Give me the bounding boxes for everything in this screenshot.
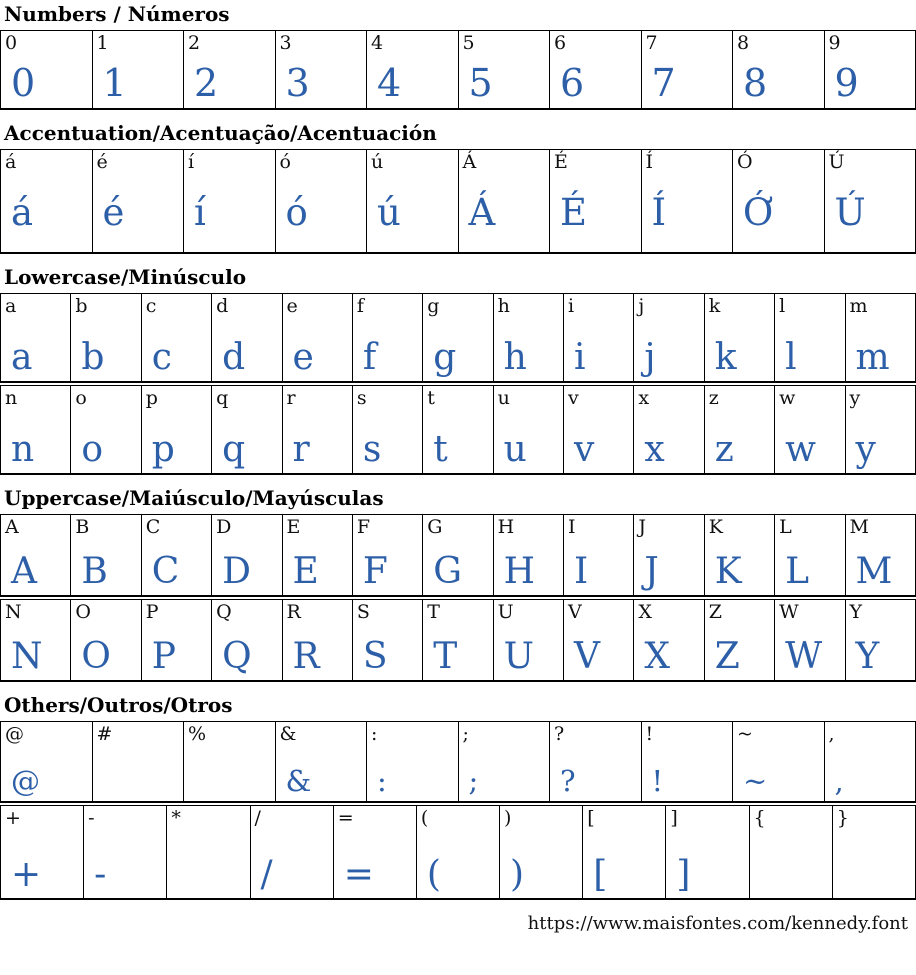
kennedy-glyph: (	[426, 854, 441, 895]
kennedy-glyph: ~	[743, 764, 768, 798]
reference-char: 2	[188, 32, 201, 54]
reference-char: á	[5, 151, 17, 173]
kennedy-glyph: f	[362, 337, 377, 378]
reference-char: Ú	[828, 151, 845, 173]
kennedy-glyph: Y	[855, 636, 880, 677]
reference-char: K	[708, 516, 723, 538]
kennedy-glyph: á	[11, 191, 34, 234]
kennedy-glyph: Z	[714, 636, 740, 677]
char-cell	[250, 806, 333, 900]
reference-char: ;	[462, 723, 469, 745]
reference-char: A	[5, 516, 19, 538]
reference-char: ó	[279, 151, 291, 173]
kennedy-glyph: j	[644, 337, 656, 378]
kennedy-glyph: U	[503, 636, 534, 677]
lowercase-table-holder	[0, 293, 916, 475]
kennedy-glyph: P	[151, 636, 176, 677]
reference-char: d	[216, 295, 229, 317]
char-cell	[749, 806, 832, 900]
kennedy-glyph: 0	[11, 61, 36, 105]
char-cell	[824, 722, 916, 803]
uppercase-table-holder	[0, 514, 916, 682]
glyph-table	[0, 293, 916, 383]
char-cell	[845, 515, 916, 597]
char-cell	[550, 150, 642, 254]
reference-char: É	[554, 151, 568, 173]
kennedy-glyph: 1	[102, 61, 127, 105]
reference-char: z	[708, 387, 719, 409]
kennedy-glyph: d	[222, 337, 246, 378]
char-cell	[634, 386, 704, 475]
reference-char: X	[638, 601, 652, 623]
reference-char: h	[497, 295, 510, 317]
reference-char: g	[427, 295, 440, 317]
kennedy-glyph: a	[11, 337, 33, 378]
reference-char: Á	[462, 151, 477, 173]
kennedy-glyph: t	[433, 429, 448, 470]
reference-char: %	[188, 723, 207, 745]
char-cell	[282, 294, 352, 383]
reference-char: F	[356, 516, 371, 538]
reference-char: D	[216, 516, 232, 538]
char-cell	[1, 150, 93, 254]
reference-char: W	[779, 601, 799, 623]
reference-char: n	[5, 387, 18, 409]
kennedy-glyph: 9	[834, 61, 859, 105]
reference-char: V	[568, 601, 582, 623]
kennedy-glyph: X	[644, 636, 671, 677]
char-cell	[367, 31, 459, 110]
reference-char: ú	[371, 151, 384, 173]
kennedy-glyph: I	[574, 551, 589, 592]
section-title-uppercase: Uppercase/Maiúsculo/Mayúsculas	[4, 486, 384, 510]
reference-char: !	[645, 723, 654, 745]
kennedy-glyph: Ú	[834, 191, 866, 234]
reference-char: r	[286, 387, 296, 409]
glyph-table	[0, 149, 916, 254]
glyph-table	[0, 599, 916, 682]
reference-char: B	[75, 516, 90, 538]
char-cell	[493, 600, 563, 682]
char-cell	[282, 515, 352, 597]
reference-char: Q	[216, 601, 232, 623]
char-cell	[704, 515, 774, 597]
char-cell	[141, 294, 211, 383]
kennedy-glyph: +	[11, 854, 42, 895]
char-cell	[704, 386, 774, 475]
char-cell	[775, 386, 845, 475]
char-cell	[212, 294, 282, 383]
reference-char: #	[96, 723, 113, 745]
reference-char: /	[254, 807, 261, 829]
reference-char: x	[638, 387, 650, 409]
char-cell	[493, 515, 563, 597]
char-cell	[423, 386, 493, 475]
char-cell	[775, 600, 845, 682]
reference-char: Ó	[737, 151, 753, 173]
char-cell	[71, 600, 141, 682]
source-url: https://www.maisfontes.com/kennedy.font	[527, 913, 908, 934]
char-cell	[275, 31, 367, 110]
reference-char: E	[286, 516, 301, 538]
kennedy-glyph: K	[714, 551, 742, 592]
char-cell	[71, 386, 141, 475]
char-cell	[184, 150, 276, 254]
kennedy-glyph: 3	[285, 61, 310, 105]
char-cell	[92, 722, 184, 803]
reference-char: =	[337, 807, 354, 829]
char-cell	[416, 806, 499, 900]
reference-char: 7	[645, 32, 658, 54]
kennedy-glyph: M	[855, 551, 893, 592]
reference-char: Í	[645, 151, 654, 173]
char-cell	[1, 806, 84, 900]
kennedy-glyph: W	[785, 636, 823, 677]
kennedy-glyph: L	[785, 551, 810, 592]
reference-char: Z	[708, 601, 722, 623]
char-cell	[84, 806, 167, 900]
kennedy-glyph: 4	[377, 61, 402, 105]
kennedy-glyph: Q	[222, 636, 252, 677]
char-cell	[423, 600, 493, 682]
char-cell	[92, 150, 184, 254]
char-cell	[666, 806, 749, 900]
char-cell	[352, 515, 422, 597]
kennedy-glyph: É	[560, 191, 588, 234]
reference-char: v	[568, 387, 579, 409]
reference-char: i	[568, 295, 575, 317]
kennedy-glyph: &	[285, 764, 312, 798]
reference-char: L	[779, 516, 792, 538]
glyph-table	[0, 30, 916, 110]
reference-char: I	[568, 516, 576, 538]
char-cell	[500, 806, 583, 900]
char-cell	[1, 600, 71, 682]
reference-char: (	[420, 807, 429, 829]
reference-char: s	[356, 387, 367, 409]
kennedy-glyph: 5	[468, 61, 493, 105]
kennedy-glyph: n	[11, 429, 35, 470]
kennedy-glyph: p	[151, 429, 175, 470]
char-cell	[641, 150, 733, 254]
char-cell	[333, 806, 416, 900]
kennedy-glyph: N	[11, 636, 43, 677]
kennedy-glyph: r	[292, 429, 310, 470]
kennedy-glyph: E	[292, 551, 319, 592]
kennedy-glyph: c	[151, 337, 172, 378]
kennedy-glyph: S	[362, 636, 388, 677]
char-cell	[458, 722, 550, 803]
reference-char: &	[279, 723, 297, 745]
char-cell	[733, 722, 825, 803]
char-cell	[824, 150, 916, 254]
char-cell	[550, 31, 642, 110]
char-cell	[367, 722, 459, 803]
reference-char: 0	[5, 32, 18, 54]
reference-char: é	[96, 151, 108, 173]
reference-char: )	[504, 807, 512, 829]
reference-char: M	[849, 516, 869, 538]
char-cell	[212, 386, 282, 475]
char-cell	[845, 386, 916, 475]
char-cell	[704, 600, 774, 682]
kennedy-glyph: Ớ	[743, 191, 774, 234]
reference-char: {	[753, 807, 766, 829]
char-cell	[634, 600, 704, 682]
char-cell	[493, 386, 563, 475]
kennedy-glyph: 8	[743, 61, 768, 105]
kennedy-glyph: R	[292, 636, 320, 677]
reference-char: q	[216, 387, 229, 409]
reference-char: b	[75, 295, 88, 317]
kennedy-glyph: )	[510, 854, 525, 895]
kennedy-glyph: b	[81, 337, 105, 378]
kennedy-glyph: !	[651, 764, 664, 798]
reference-char: ]	[670, 807, 678, 829]
reference-char: u	[497, 387, 510, 409]
kennedy-glyph: 7	[651, 61, 676, 105]
kennedy-glyph: s	[362, 429, 382, 470]
char-cell	[458, 31, 550, 110]
reference-char: j	[638, 295, 645, 317]
reference-char: ,	[828, 723, 835, 745]
reference-char: }	[836, 807, 849, 829]
others-table-holder	[0, 721, 916, 900]
kennedy-glyph: u	[503, 429, 527, 470]
section-title-lowercase: Lowercase/Minúsculo	[4, 265, 247, 289]
kennedy-glyph: T	[433, 636, 458, 677]
kennedy-glyph: k	[714, 337, 737, 378]
kennedy-glyph: ó	[285, 191, 308, 234]
reference-char: G	[427, 516, 443, 538]
char-cell	[275, 150, 367, 254]
char-cell	[71, 294, 141, 383]
char-cell	[141, 600, 211, 682]
reference-char: l	[779, 295, 786, 317]
glyph-table	[0, 805, 916, 900]
kennedy-glyph: é	[102, 191, 125, 234]
reference-char: o	[75, 387, 87, 409]
reference-char: *	[171, 807, 181, 829]
char-cell	[458, 150, 550, 254]
glyph-table	[0, 385, 916, 475]
char-cell	[212, 600, 282, 682]
char-cell	[845, 294, 916, 383]
kennedy-glyph: ú	[377, 191, 401, 234]
char-cell	[704, 294, 774, 383]
kennedy-glyph: h	[503, 337, 527, 378]
char-cell	[92, 31, 184, 110]
char-cell	[367, 150, 459, 254]
reference-char: a	[5, 295, 17, 317]
kennedy-glyph: v	[574, 429, 595, 470]
reference-char: O	[75, 601, 91, 623]
kennedy-glyph: ?	[560, 764, 576, 798]
char-cell	[352, 294, 422, 383]
reference-char: Y	[849, 601, 863, 623]
reference-char: [	[587, 807, 595, 829]
reference-char: c	[145, 295, 157, 317]
char-cell	[564, 600, 634, 682]
char-cell	[733, 150, 825, 254]
reference-char: f	[356, 295, 364, 317]
reference-char: H	[497, 516, 515, 538]
kennedy-glyph: ;	[468, 764, 479, 798]
kennedy-glyph: 6	[560, 61, 585, 105]
kennedy-glyph: z	[714, 429, 734, 470]
char-cell	[212, 515, 282, 597]
char-cell	[141, 515, 211, 597]
char-cell	[564, 294, 634, 383]
reference-char: 4	[371, 32, 384, 54]
kennedy-glyph: V	[574, 636, 600, 677]
kennedy-glyph: F	[362, 551, 388, 592]
reference-char: @	[5, 723, 24, 745]
glyph-table	[0, 514, 916, 597]
reference-char: w	[779, 387, 796, 409]
reference-char: R	[286, 601, 301, 623]
char-cell	[167, 806, 250, 900]
kennedy-glyph: H	[503, 551, 536, 592]
kennedy-glyph: y	[855, 429, 876, 470]
reference-char: 9	[828, 32, 841, 54]
reference-char: :	[371, 723, 378, 745]
kennedy-glyph: G	[433, 551, 463, 592]
char-cell	[1, 722, 93, 803]
reference-char: C	[145, 516, 161, 538]
reference-char: +	[5, 807, 21, 829]
numbers-table-holder	[0, 30, 916, 110]
kennedy-glyph: o	[81, 429, 104, 470]
reference-char: 6	[554, 32, 567, 54]
reference-char: P	[145, 601, 159, 623]
kennedy-glyph: C	[151, 551, 180, 592]
kennedy-glyph: J	[644, 551, 659, 592]
char-cell	[71, 515, 141, 597]
reference-char: N	[5, 601, 22, 623]
kennedy-glyph: [	[593, 854, 608, 895]
kennedy-glyph: O	[81, 636, 111, 677]
char-cell	[493, 294, 563, 383]
glyph-table	[0, 721, 916, 803]
kennedy-glyph: :	[377, 764, 387, 798]
char-cell	[550, 722, 642, 803]
kennedy-glyph: w	[785, 429, 816, 470]
kennedy-glyph: ]	[676, 854, 691, 895]
char-cell	[845, 600, 916, 682]
char-cell	[564, 386, 634, 475]
section-accentuation	[0, 119, 916, 254]
kennedy-glyph: B	[81, 551, 108, 592]
reference-char: 5	[462, 32, 475, 54]
reference-char: 8	[737, 32, 750, 54]
char-cell	[583, 806, 666, 900]
char-cell	[641, 722, 733, 803]
kennedy-glyph: e	[292, 337, 314, 378]
reference-char: -	[88, 807, 95, 829]
char-cell	[1, 515, 71, 597]
section-lowercase	[0, 263, 916, 475]
section-title-numbers: Numbers / Números	[4, 2, 230, 26]
reference-char: 1	[96, 32, 109, 54]
char-cell	[564, 515, 634, 597]
kennedy-glyph: /	[260, 854, 273, 895]
kennedy-glyph: =	[343, 854, 374, 895]
char-cell	[1, 386, 71, 475]
char-cell	[1, 31, 93, 110]
char-cell	[775, 294, 845, 383]
char-cell	[282, 386, 352, 475]
kennedy-glyph: m	[855, 337, 890, 378]
kennedy-glyph: Í	[651, 191, 667, 234]
char-cell	[775, 515, 845, 597]
char-cell	[352, 600, 422, 682]
reference-char: y	[849, 387, 861, 409]
section-uppercase	[0, 484, 916, 682]
reference-char: U	[497, 601, 514, 623]
section-title-others: Others/Outros/Otros	[4, 693, 233, 717]
reference-char: m	[849, 295, 868, 317]
accentuation-table-holder	[0, 149, 916, 254]
char-cell	[423, 515, 493, 597]
reference-char: t	[427, 387, 435, 409]
reference-char: 3	[279, 32, 292, 54]
char-cell	[352, 386, 422, 475]
char-cell	[634, 294, 704, 383]
reference-char: p	[145, 387, 158, 409]
kennedy-glyph: 2	[194, 61, 219, 105]
reference-char: í	[188, 151, 195, 173]
kennedy-glyph: -	[94, 854, 107, 895]
section-others	[0, 691, 916, 900]
reference-char: J	[638, 516, 646, 538]
kennedy-glyph: Á	[468, 191, 496, 234]
kennedy-glyph: @	[11, 764, 40, 798]
char-cell	[184, 722, 276, 803]
reference-char: T	[427, 601, 440, 623]
char-cell	[423, 294, 493, 383]
char-cell	[641, 31, 733, 110]
char-cell	[282, 600, 352, 682]
char-cell	[634, 515, 704, 597]
char-cell	[1, 294, 71, 383]
kennedy-glyph: A	[11, 551, 37, 592]
kennedy-glyph: ,	[834, 764, 844, 798]
kennedy-glyph: x	[644, 429, 665, 470]
kennedy-glyph: q	[222, 429, 246, 470]
char-cell	[275, 722, 367, 803]
section-title-accentuation: Accentuation/Acentuação/Acentuación	[4, 121, 437, 145]
reference-char: ?	[554, 723, 565, 745]
reference-char: k	[708, 295, 721, 317]
kennedy-glyph: l	[785, 337, 797, 378]
char-cell	[832, 806, 915, 900]
char-cell	[141, 386, 211, 475]
reference-char: S	[356, 601, 370, 623]
kennedy-glyph: D	[222, 551, 251, 592]
char-cell	[184, 31, 276, 110]
section-numbers	[0, 0, 916, 110]
char-cell	[824, 31, 916, 110]
reference-char: e	[286, 295, 298, 317]
kennedy-glyph: i	[574, 337, 586, 378]
kennedy-glyph: í	[194, 191, 206, 234]
kennedy-glyph: g	[433, 337, 457, 378]
char-cell	[733, 31, 825, 110]
reference-char: ~	[737, 723, 753, 745]
